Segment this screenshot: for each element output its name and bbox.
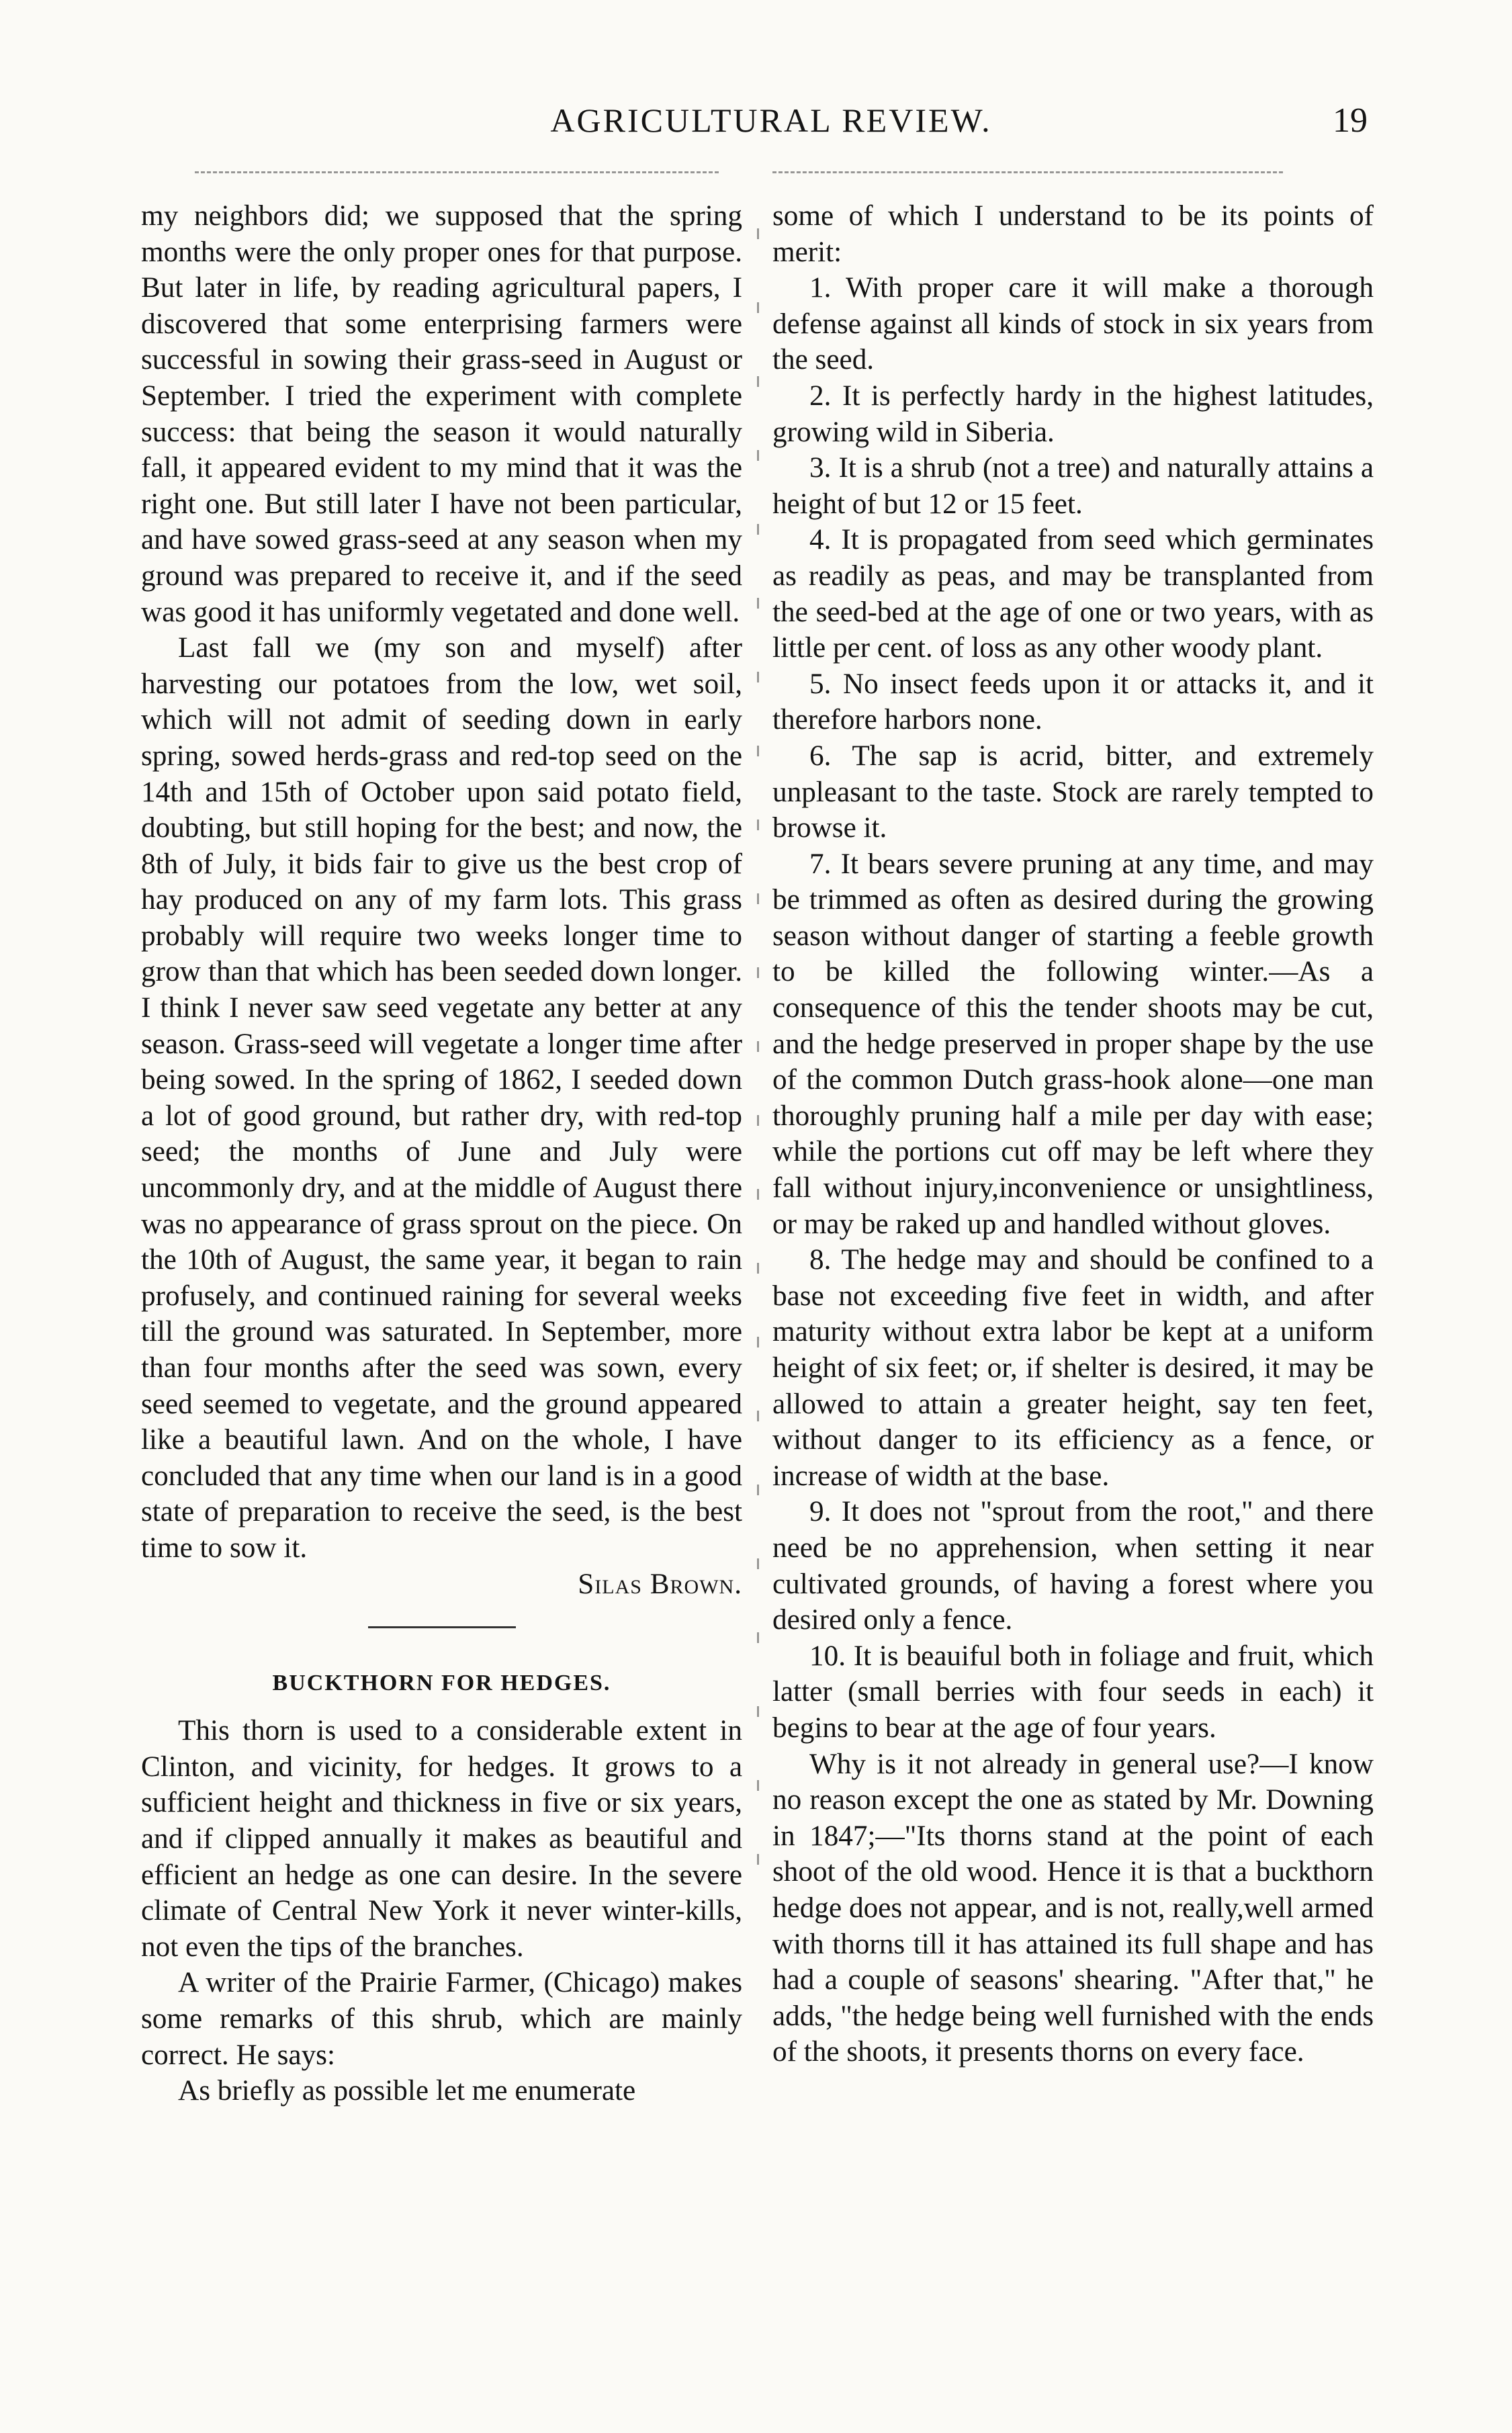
list-item: 5. No insect feeds upon it or attacks it, and it therefore harbors none. <box>772 668 1374 736</box>
list-item: 8. The hedge may and should be confined to a base not exceeding five feet in width, and after maturity without extra labor be kept at a uniform height of six feet; or, if shelter is desired, it may be allowed to attain a greater height, say ten feet, without danger to its efficiency as a fence, or increase of width at the base. <box>772 1244 1374 1492</box>
paragraph: Last fall we (my son and myself) after harvesting our potatoes from the low, wet soil, which will not admit of seeding down in early spring, sowed herds-grass and red-top seed on the 14th and 15th of October upon said potato field, doubting, but still hoping for the best; and now, the 8th of July, it bids fair to give us the best crop of hay produced on any of my farm lots. This grass probably will require two weeks longer time to grow than that which has been seeded down longer. I think I never saw seed vegetate any better at any season. Grass-seed will vegetate a longer time after being sowed. In the spring of 1862, I seeded down a lot of good ground, but rather dry, with red-top seed; the months of June and July were uncommonly dry, and at the middle of August there was no appearance of grass sprout on the piece. On the 10th of August, the same year, it began to rain profusely, and continued raining for several weeks till the ground was saturated. In September, more than four months after the seed was sown, every seed seemed to vegetate, and the ground appeared like a beautiful lawn. And on the whole, I have concluded that any time when our land is in a good state of preparation to receive the seed, is the best time to sow it. <box>141 632 742 1564</box>
left-column <box>141 198 742 2109</box>
list-item: 3. It is a shrub (not a tree) and naturally attains a height of but 12 or 15 feet. <box>772 452 1374 520</box>
page-number: 19 <box>1333 101 1368 140</box>
list-item: 9. It does not "sprout from the root," and there need be no apprehension, when setting it near cultivated grounds, of having a forest where you desired only a fence. <box>772 1496 1374 1636</box>
right-column <box>772 198 1374 2070</box>
paragraph: my neighbors did; we supposed that the spring months were the only proper ones for that purpose. But later in life, by reading agricultural papers, I discovered that some enterprising farmers were successful in sowing their grass-seed in August or September. I tried the experiment with complete success: that being the season it would naturally fall, it appeared evident to my mind that it was the right one. But still later I have not been particular, and have sowed grass-seed at any season when my ground was prepared to receive it, and if the seed was good it has uniformly vegetated and done well. <box>141 200 742 628</box>
running-title: AGRICULTURAL REVIEW. <box>550 101 992 139</box>
signature-line <box>141 1566 742 1603</box>
header-rule-right <box>772 171 1283 173</box>
paragraph: Why is it not already in general use?—I know no reason except the one as stated by Mr. Downing in 1847;—"Its thorns stand at the point of each shoot of the old wood. Hence it is that a buckthorn hedge does not appear, and is not, really,well armed with thorns till it has attained its full shape and has had a couple of seasons' shearing. "After that," he adds, "the hedge being well furnished with the ends of the shoots, it presents thorns on every face. <box>772 1748 1374 2068</box>
paragraph: some of which I understand to be its points of merit: <box>772 200 1374 268</box>
column-separator <box>757 228 759 1908</box>
list-item: 7. It bears severe pruning at any time, and may be trimmed as often as desired during the growing season without danger of starting a feeble growth to be killed the following winter.—As a consequence of this the tender shoots may be cut, and the hedge preserved in proper shape by the use of the common Dutch grass-hook alone—one man thoroughly pruning half a mile per day with ease; while the portions cut off may be left where they fall without injury,inconvenience or unsightliness, or may be raked up and handled without gloves. <box>772 848 1374 1240</box>
list-item: 10. It is beauiful both in foliage and fruit, which latter (small berries with four seeds in each) it begins to bear at the age of four years. <box>772 1640 1374 1744</box>
page-header <box>175 101 1368 154</box>
list-item: 6. The sap is acrid, bitter, and extremely unpleasant to the taste. Stock are rarely tempted to browse it. <box>772 740 1374 844</box>
paragraph: As briefly as possible let me enumerate <box>178 2075 636 2107</box>
signature: Silas Brown. <box>578 1568 742 1600</box>
section-divider <box>368 1626 516 1628</box>
list-item: 4. It is propagated from seed which germinates as readily as peas, and may be transplanted from the seed-bed at the age of one or two years, with as little per cent. of loss as any other woody plant. <box>772 524 1374 664</box>
paragraph: A writer of the Prairie Farmer, (Chicago) makes some remarks of this shrub, which are mainly correct. He says: <box>141 1967 742 2071</box>
header-rule-left <box>195 171 719 173</box>
list-item: 1. With proper care it will make a thorough defense against all kinds of stock in six years from the seed. <box>772 272 1374 376</box>
paragraph: This thorn is used to a considerable extent in Clinton, and vicinity, for hedges. It grows to a sufficient height and thickness in five or six years, and if clipped annually it makes as beautiful and efficient an hedge as one can desire. In the severe climate of Central New York it never winter-kills, not even the tips of the branches. <box>141 1715 742 1963</box>
section-heading: BUCKTHORN FOR HEDGES. <box>272 1671 611 1696</box>
list-item: 2. It is perfectly hardy in the highest latitudes, growing wild in Siberia. <box>772 380 1374 448</box>
